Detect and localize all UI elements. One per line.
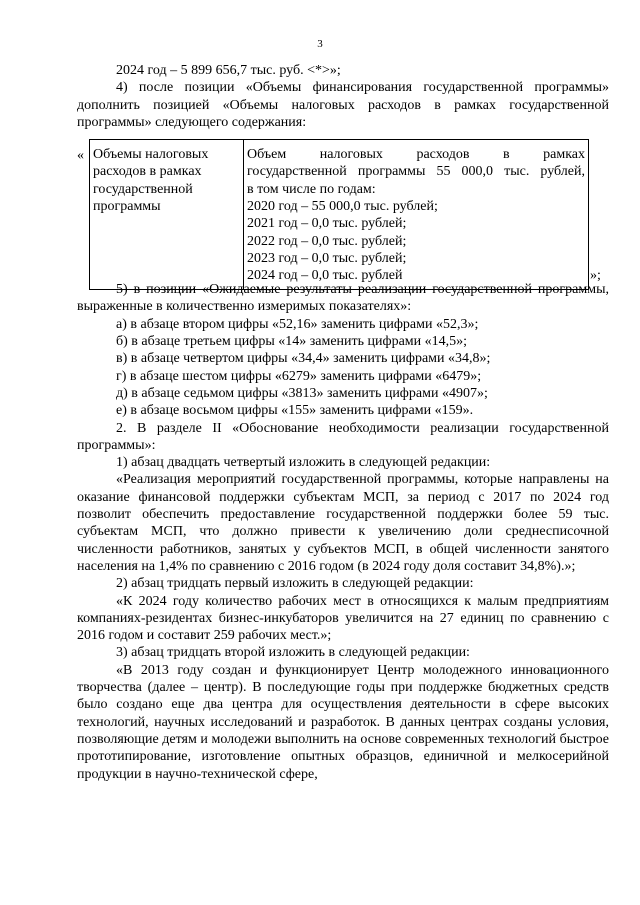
paragraph: д) в абзаце седьмом цифры «3813» заменить цифрами «4907»; [116,385,488,401]
paragraph: 2) абзац тридцать первый изложить в следующей редакции: [116,576,474,592]
paragraph: «К 2024 году количество рабочих мест в относящихся к малым предприятиям компаниях-резидентах бизнес-инкубаторов увеличится на 27 единиц по сравнению с 2016 годом и составит 259 рабочих мест.»; [77,593,609,644]
cell-line: 2024 год – 0,0 тыс. рублей [247,268,403,284]
paragraph: «Реализация мероприятий государственной программы, которые направлены на оказание финансовой поддержки субъектам МСП, за период с 2017 по 2024 год позволит обеспечить предоставление государственной поддержки более 59 тыс. субъектам МСП, что должно привести к увеличению доли среднесписочной численности работников, занятых у субъектов МСП, в общей численности занятого населения на 1,4% по сравнению с 2016 годом (в 2024 году доля составит 34,8%).»; [77,472,609,574]
cell-line: 2021 год – 0,0 тыс. рублей; [247,216,407,232]
cell-line: 2023 год – 0,0 тыс. рублей; [247,250,407,266]
paragraph: 3) абзац тридцать второй изложить в следующей редакции: [116,645,470,661]
amendment-table [89,139,589,289]
amendment-table-block [77,139,609,284]
page-number: 3 [317,38,323,50]
table-row [90,140,589,289]
cell-line: программы [93,199,161,215]
paragraph: а) в абзаце втором цифры «52,16» заменить цифрами «52,3»; [116,316,479,332]
table-cell-label [90,140,244,289]
paragraph: 2024 год – 5 899 656,7 тыс. руб. <*>»; [116,63,341,78]
paragraph: 2. В разделе II «Обоснование необходимости реализации государственной программы»: [77,420,609,453]
cell-line: 2022 год – 0,0 тыс. рублей; [247,233,407,249]
document-body [77,62,609,783]
paragraph: б) в абзаце третьем цифры «14» заменить цифрами «14,5»; [116,334,468,350]
cell-line: 2020 год – 55 000,0 тыс. рублей; [247,199,438,215]
paragraph: «В 2013 году создан и функционирует Центр молодежного инновационного творчества (далее – центр). В последующие годы при поддержке бюджетных средств было создано еще два центра для осуществления деятельности в сфере высоких технологий, научных исследований и разработок. В данных центрах созданы условия, позволяющие детям и молодежи выполнить на основе современных технологий быстрое прототипирование, изготовление опытных образцов, единичной и мелкосерийной продукции в научно-технической сфере, [77,662,609,782]
paragraph: е) в абзаце восьмом цифры «155» заменить цифрами «159». [116,403,474,419]
cell-line: государственной [93,181,193,197]
cell-line: в том числе по годам: [247,181,376,197]
quote-open: « [77,148,84,164]
paragraph: 1) абзац двадцать четвертый изложить в следующей редакции: [116,455,491,471]
table-cell-value [244,140,589,289]
cell-line: государственной программы 55 000,0 тыс. рублей, [247,164,585,180]
quote-close: »; [590,268,601,284]
paragraph: 4) после позиции «Объемы финансирования государственной программы» дополнить позицией «Объемы налоговых расходов в рамках государственной программы» следующего содержания: [77,80,609,130]
cell-line: расходов в рамках [93,164,202,180]
cell-line: Объемы налоговых [93,147,209,163]
paragraph: 5) в позиции «Ожидаемые результаты реализации государственной программы, выраженные в количественно измеримых показателях»: [77,282,609,315]
cell-line: Объем налоговых расходов в рамках [247,147,585,163]
paragraph: в) в абзаце четвертом цифры «34,4» заменить цифрами «34,8»; [116,351,491,367]
paragraph: г) в абзаце шестом цифры «6279» заменить цифрами «6479»; [116,368,482,384]
